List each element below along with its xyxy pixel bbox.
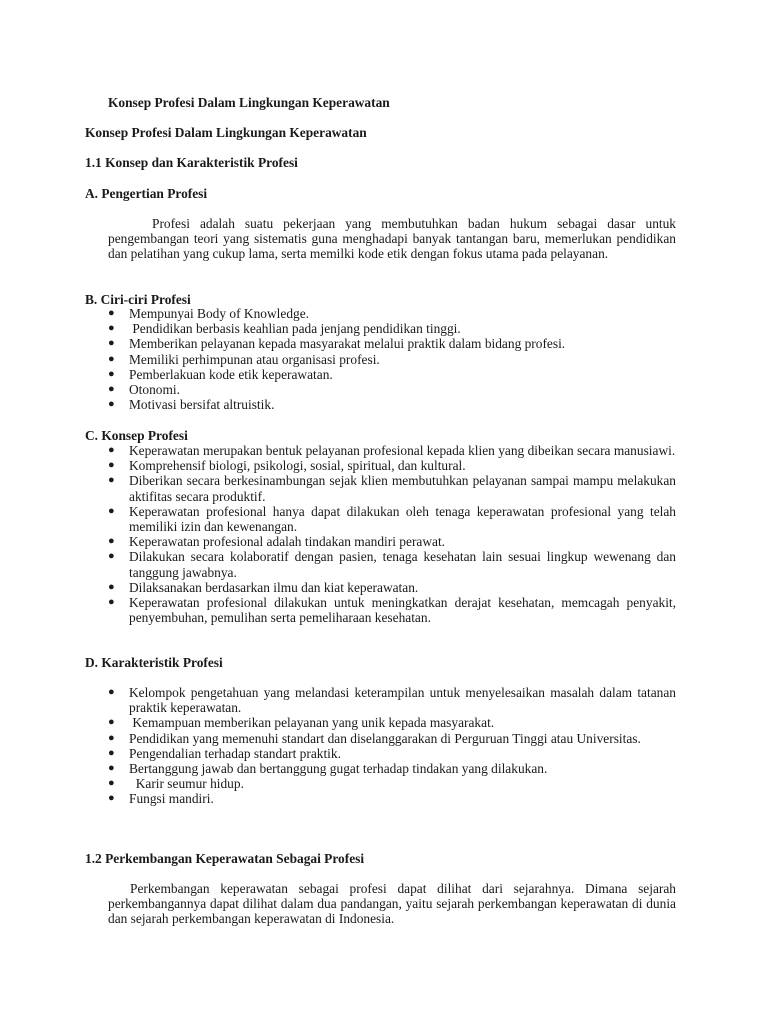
list-item: [108, 473, 680, 504]
bullet-icon: ●: [108, 352, 115, 365]
list-item-text: Diberikan secara berkesinambungan sejak klien membutuhkan pelayanan sampai mampu melakukan aktifitas secara produktif.: [129, 473, 680, 504]
section-b-heading: B. Ciri-ciri Profesi: [85, 292, 191, 307]
bullet-icon: ●: [108, 580, 115, 593]
list-item: [108, 458, 676, 473]
list-item-text: Kemampuan memberikan pelayanan yang unik kepada masyarakat.: [129, 715, 495, 731]
section-d-list: [108, 685, 680, 807]
list-item-text: Mempunyai Body of Knowledge.: [129, 306, 310, 321]
list-item: [108, 791, 676, 806]
document-title: Konsep Profesi Dalam Lingkungan Keperawatan: [108, 95, 390, 110]
section-b-list: [108, 306, 676, 412]
section-d-heading: D. Karakteristik Profesi: [85, 655, 223, 670]
list-item-text: Keperawatan merupakan bentuk pelayanan profesional kepada klien yang dibeikan secara manusiawi.: [129, 443, 676, 458]
bullet-icon: ●: [108, 762, 115, 775]
list-item: [108, 306, 676, 321]
list-item-text: Pendidikan yang memenuhi standart dan diselanggarakan di Perguruan Tinggi atau Universitas.: [129, 730, 641, 746]
bullet-icon: ●: [108, 337, 115, 350]
bullet-icon: ●: [108, 474, 115, 487]
list-item-text: Kelompok pengetahuan yang melandasi keterampilan untuk menyelesaikan masalah dalam tatanan praktik keperawatan.: [129, 685, 680, 716]
list-item: [108, 534, 676, 549]
list-item: [108, 761, 676, 776]
bullet-icon: ●: [108, 686, 115, 698]
bullet-icon: ●: [108, 398, 115, 411]
list-item-text: Pendidikan berbasis keahlian pada jenjang pendidikan tinggi.: [129, 321, 461, 337]
bullet-icon: ●: [108, 367, 115, 380]
bullet-icon: ●: [108, 307, 115, 319]
bullet-icon: ●: [108, 792, 115, 805]
bullet-icon: ●: [108, 777, 115, 790]
list-item: [108, 595, 680, 626]
list-item: [108, 397, 676, 412]
list-item: [108, 382, 676, 397]
list-item-text: Motivasi bersifat altruistik.: [129, 397, 275, 413]
bullet-icon: ●: [108, 746, 115, 759]
list-item: [108, 352, 676, 367]
bullet-icon: ●: [108, 716, 115, 729]
section-1-2-paragraph: Perkembangan keperawatan sebagai profesi dapat dilihat dari sejarahnya. Dimana sejarah perkembangannya dapat dilihat dalam dua pandangan, yaitu sejarah perkembangan keperawatan di dunia dan sejarah perkembangan keperawatan di Indonesia.: [108, 881, 676, 926]
bullet-icon: ●: [108, 731, 115, 744]
bullet-icon: ●: [108, 383, 115, 396]
section-1-2-heading: 1.2 Perkembangan Keperawatan Sebagai Profesi: [85, 851, 365, 866]
list-item: [108, 580, 676, 595]
bullet-icon: ●: [108, 550, 115, 563]
bullet-icon: ●: [108, 322, 115, 335]
list-item: [108, 367, 676, 382]
list-item-text: Keperawatan profesional dilakukan untuk meningkatkan derajat kesehatan, memcagah penyakit, penyembuhan, pemulihan serta pemeliharaan kesehatan.: [129, 595, 680, 626]
section-a-paragraph: Profesi adalah suatu pekerjaan yang membutuhkan badan hukum sebagai dasar untuk pengembangan teori yang sistematis guna menghadapi banyak tantangan baru, memerlukan pendidikan dan pelatihan yang cukup lama, serta memilki kode etik dengan fokus utama pada pelayanan.: [108, 216, 676, 261]
list-item: [108, 321, 676, 336]
list-item: [108, 503, 680, 535]
section-1-1-heading: 1.1 Konsep dan Karakteristik Profesi: [85, 155, 298, 170]
list-item-text: Otonomi.: [129, 382, 180, 398]
list-item-text: Keperawatan profesional adalah tindakan mandiri perawat.: [129, 534, 446, 550]
section-a-heading: A. Pengertian Profesi: [85, 186, 208, 201]
list-item-text: Memberikan pelayanan kepada masyarakat melalui praktik dalam bidang profesi.: [129, 336, 566, 352]
list-item-text: Fungsi mandiri.: [129, 791, 214, 807]
section-c-heading: C. Konsep Profesi: [85, 428, 188, 443]
bullet-icon: ●: [108, 444, 115, 456]
list-item-text: Keperawatan profesional hanya dapat dilakukan oleh tenaga keperawatan profesional yang telah memiliki izin dan kewenangan.: [129, 503, 680, 535]
list-item: [108, 776, 676, 791]
bullet-icon: ●: [108, 459, 115, 472]
list-item-text: Komprehensif biologi, psikologi, sosial, spiritual, dan kultural.: [129, 458, 466, 474]
list-item-text: Dilakukan secara kolaboratif dengan pasien, tenaga kesehatan lain sesuai lingkup wewenang dan tanggung jawabnya.: [129, 549, 680, 580]
section-c-list: [108, 443, 680, 626]
bullet-icon: ●: [108, 596, 115, 609]
list-item-text: Karir seumur hidup.: [129, 776, 244, 792]
list-item: [108, 336, 676, 351]
list-item: [108, 746, 676, 761]
list-item-text: Pengendalian terhadap standart praktik.: [129, 745, 341, 761]
list-item: [108, 715, 676, 730]
list-item: [108, 443, 676, 458]
bullet-icon: ●: [108, 535, 115, 548]
list-item: [108, 549, 680, 580]
list-item-text: Pemberlakuan kode etik keperawatan.: [129, 366, 333, 382]
list-item: [108, 731, 676, 746]
bullet-icon: ●: [108, 504, 115, 517]
list-item-text: Dilaksanakan berdasarkan ilmu dan kiat keperawatan.: [129, 579, 419, 595]
list-item-text: Bertanggung jawab dan bertanggung gugat terhadap tindakan yang dilakukan.: [129, 761, 548, 777]
document-subtitle: Konsep Profesi Dalam Lingkungan Keperawatan: [85, 125, 367, 140]
list-item-text: Memiliki perhimpunan atau organisasi profesi.: [129, 351, 380, 367]
list-item: [108, 685, 680, 716]
